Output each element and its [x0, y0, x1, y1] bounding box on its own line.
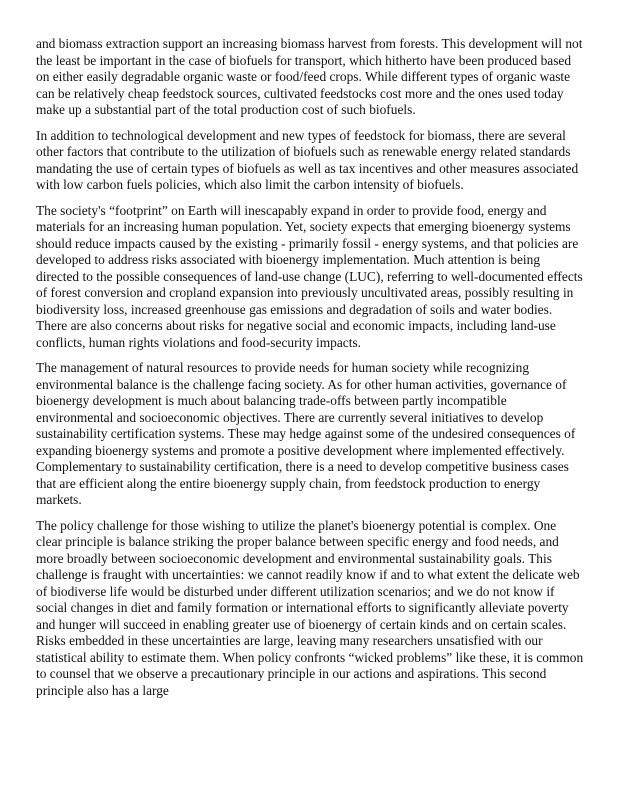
- paragraph-resource-management: The management of natural resources to provide needs for human society while recognizing environmental balance is the challenge facing society. As for other human activities, governance of bioenergy development is much about balancing trade-offs between partly incompatible environmental and socioeconomic objectives. There are currently several initiatives to develop sustainability certification systems. These may hedge against some of the undesired consequences of expanding bioenergy systems and promote a positive development where implemented effectively. Complementary to sustainability certification, there is a need to develop competitive business cases that are efficient along the entire bioenergy supply chain, from feedstock production to energy markets.: [36, 360, 576, 507]
- paragraph-policy-challenge: The policy challenge for those wishing to utilize the planet's bioenergy potential is complex. One clear principle is balance striking the proper balance between specific energy and food needs, and more broadly between socioeconomic development and environmental sustainability goals. This challenge is fraught with uncertainties: we cannot readily know if and to what extent the delicate web of biodiverse life would be disturbed under different utilization scenarios; and we do not know if social changes in diet and family formation or international efforts to significantly alleviate poverty and hunger will succeed in enabling greater use of bioenergy of certain kinds and on certain scales. Risks embedded in these uncertainties are large, leaving many researchers unsatisfied with our statistical ability to estimate them. When policy confronts “wicked problems” like these, it is common to counsel that we observe a precautionary principle in our actions and aspirations. This second principle also has a large: [36, 517, 584, 698]
- paragraph-society-footprint: The society's “footprint” on Earth will inescapably expand in order to provide food, energy and materials for an increasing human population. Yet, society expects that emerging bioenergy systems should reduce impacts caused by the existing - primarily fossil - energy systems, and that policies are developed to address risks associated with bioenergy implementation. Much attention is being directed to the possible consequences of land-use change (LUC), referring to well-documented effects of forest conversion and cropland expansion into previously uncultivated areas, possibly resulting in biodiversity loss, increased greenhouse gas emissions and degradation of soils and water bodies. There are also concerns about risks for negative social and economic impacts, including land-use conflicts, human rights violations and food-security impacts.: [36, 202, 583, 350]
- paragraph-biomass-harvest: and biomass extraction support an increasing biomass harvest from forests. This development will not the least be important in the case of biofuels for transport, which hitherto have been produced based on either easily degradable organic waste or food/feed crops. While different types of organic waste can be relatively cheap feedstock sources, cultivated feedstocks cost more and the ones used today make up a substantial part of the total production cost of such biofuels.: [36, 36, 583, 117]
- document-page: [36, 36, 584, 708]
- paragraph-biofuel-factors: In addition to technological development and new types of feedstock for biomass, there are several other factors that contribute to the utilization of biofuels such as renewable energy related standards mandating the use of certain types of biofuels as well as tax incentives and other measures associated with low carbon fuels policies, which also limit the carbon intensity of biofuels.: [36, 127, 579, 192]
